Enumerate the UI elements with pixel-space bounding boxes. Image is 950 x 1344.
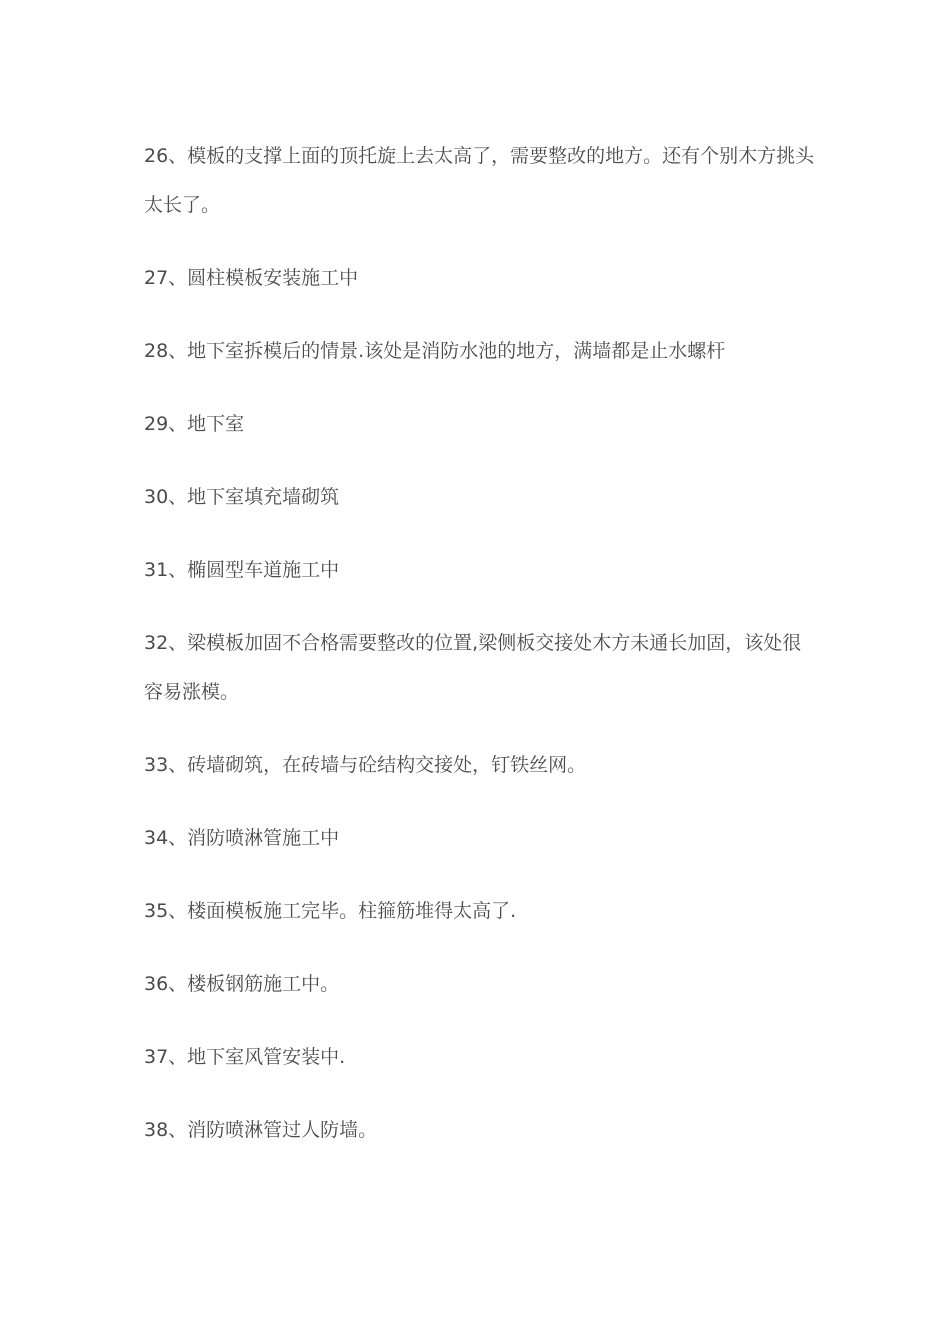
list-item: 36、楼板钢筋施工中。	[144, 973, 340, 995]
list-item: 33、砖墙砌筑，在砖墙与砼结构交接处，钉铁丝网。	[144, 754, 587, 776]
list-item: 28、地下室拆模后的情景.该处是消防水池的地方，满墙都是止水螺杆	[144, 340, 726, 362]
list-item: 35、楼面模板施工完毕。柱箍筋堆得太高了.	[144, 900, 517, 922]
list-item: 29、地下室	[144, 413, 245, 435]
list-item: 26、模板的支撑上面的顶托旋上去太高了，需要整改的地方。还有个别木方挑头太长了。	[144, 145, 815, 216]
list-item: 27、圆柱模板安装施工中	[144, 267, 359, 289]
list-item: 30、地下室填充墙砌筑	[144, 486, 340, 508]
document-body	[144, 132, 816, 1179]
list-item: 32、梁模板加固不合格需要整改的位置,梁侧板交接处木方未通长加固，该处很容易涨模。	[144, 632, 802, 703]
list-item: 31、椭圆型车道施工中	[144, 559, 340, 581]
list-item: 38、消防喷淋管过人防墙。	[144, 1119, 378, 1141]
list-item: 34、消防喷淋管施工中	[144, 827, 340, 849]
list-item: 37、地下室风管安装中.	[144, 1046, 346, 1068]
